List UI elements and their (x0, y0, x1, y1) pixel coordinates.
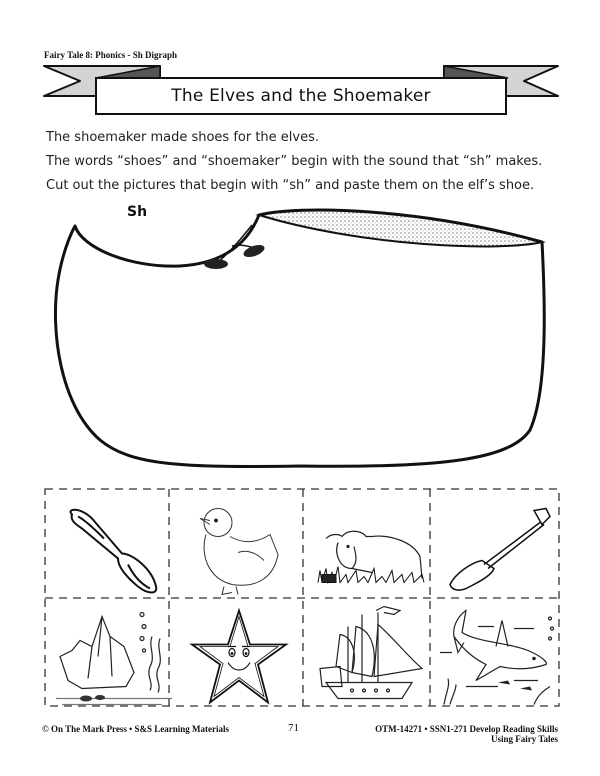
cutout-chick[interactable] (178, 494, 300, 603)
cutout-shell[interactable] (52, 602, 174, 711)
section-label: Fairy Tale 8: Phonics - Sh Digraph (44, 50, 178, 60)
cutout-shark[interactable] (438, 602, 560, 711)
cutout-star[interactable] (178, 602, 300, 711)
shovel-icon (438, 494, 560, 603)
instruction-line-2: The words “shoes” and “shoemaker” begin with the sound that “sh” makes. (46, 154, 543, 169)
footer-product-line-1: OTM-14271 • SSN1-271 Develop Reading Skills (375, 724, 558, 734)
instruction-line-1: The shoemaker made shoes for the elves. (46, 130, 320, 145)
shell-icon (52, 602, 174, 711)
instructions (46, 126, 566, 198)
spoon-icon (52, 494, 174, 603)
shark-icon (438, 602, 560, 711)
star-icon (178, 602, 300, 711)
sh-label: Sh (127, 204, 148, 220)
footer-copyright: © On The Mark Press • S&S Learning Materials (42, 724, 230, 734)
instruction-line-3: Cut out the pictures that begin with “sh” and paste them on the elf’s shoe. (46, 178, 535, 193)
cutout-sheep[interactable] (312, 494, 434, 603)
footer-product-info (375, 724, 558, 744)
cutout-spoon[interactable] (52, 494, 174, 603)
chick-icon (178, 494, 300, 603)
shoe-outline-icon (40, 190, 560, 470)
cutout-shovel[interactable] (438, 494, 560, 603)
page-number: 71 (288, 722, 299, 734)
ship-icon (312, 602, 434, 711)
footer-product-line-2: Using Fairy Tales (490, 734, 558, 744)
page-title: The Elves and the Shoemaker (171, 86, 431, 106)
cutout-ship[interactable] (312, 602, 434, 711)
cutout-grid (44, 488, 560, 707)
sheep-icon (312, 494, 434, 603)
